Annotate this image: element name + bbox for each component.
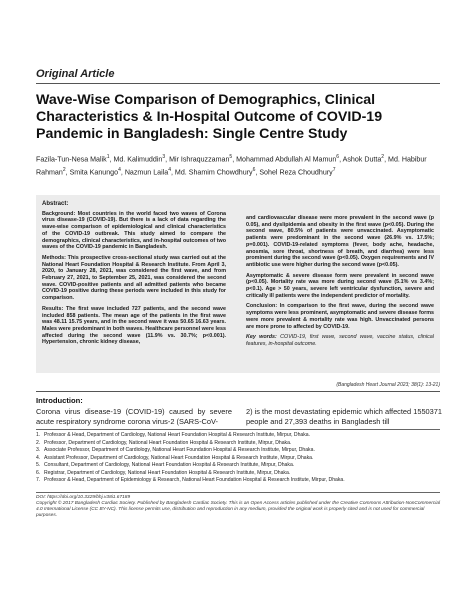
affiliation-number: 7. <box>36 477 41 483</box>
affiliation-number: 3. <box>36 447 41 453</box>
affiliation-number: 2. <box>36 439 41 446</box>
abstract-results-continued: and cardiovascular disease were more prevalent in the second wave (p 0.05), and dyslipidemia and obesity in the first wave (p<0.05). During the second wave, 80.5% of patients were unvaccinated. Asymptomatic patients were predominant in the second wave (26.9% vs. 17.5%; p=0.001). COVID-19-related symptoms (fever, body ache, headache, anosmia, sore throat, shortness of breath, and diarrhea) were less prominent during the second wave (p<0.05). Oxygen requirements and IV antibiotic use were higher during the second wave (p<0.05). <box>246 215 434 268</box>
author-name: Fazila-Tun-Nesa Malik <box>36 155 107 164</box>
author-affiliation-marker: 1 <box>106 154 110 160</box>
author-affiliation-marker: 7 <box>332 167 336 174</box>
abstract-conclusion <box>246 303 434 330</box>
affiliation-item <box>36 477 440 485</box>
copyright-notice: Copyright © 2017 Bangladesh Cardiac Society. Published by Bangladesh Cardiac Society. This is an Open Access articles published under the Creative Commons Attribution-NonCommercial 4.0 International License (CC BY-NC). This license permits use, distribution and reproduction in any medium, provided the original work is properly cited and is not used for commercial purposes. <box>36 501 441 518</box>
author-name: Smita Kanungo <box>69 168 119 177</box>
results-text: The first wave included 727 patients, and the second wave included 858 patients. The mean age of the patients in the first wave was 48.11 15.75 years, and in the second wave it was 50.65 16.63 years. Males were predominant in both waves. Healthcare personnel were less affected during the second wave (11.9% vs. 30.7%; p<0.001). Hypertension, chronic kidney disease, <box>42 305 226 346</box>
author-name: Mohammad Abdullah Al Mamun <box>236 155 337 164</box>
affiliation-item <box>36 462 440 470</box>
author-affiliation-marker: 3 <box>162 154 166 160</box>
author-affiliation-marker: 6 <box>252 167 256 174</box>
affiliation-number: 4. <box>36 454 41 461</box>
abstract-right-column <box>246 215 434 352</box>
affiliation-text: Professor & Head, Department of Epidemiology & Research, National Heart Foundation Hospital & Research Institute, Mirpur, Dhaka. <box>44 477 345 483</box>
affiliation-text: Associate Professor, Department of Cardiology, National Heart Foundation Hospital & Research Institute, Mirpur, Dhaka. <box>44 447 315 453</box>
author-name: Mir Ishraquzzaman <box>169 155 230 164</box>
affiliation-item <box>36 447 440 455</box>
article-title: Wave-Wise Comparison of Demographics, Clinical Characteristics & In-Hospital Outcome of COVID-19 Pandemic in Bangladesh: Single Centre Study <box>36 92 383 142</box>
keywords-label: Key words: <box>246 334 277 341</box>
background-text: Most countries in the world faced two waves of Corona virus disease-19 (COVID-19). But there is a lack of data regarding the wave-wise comparison of epidemiological and clinical characteristics of the COVID-19 outbreak. This study aimed to compare the demographics, clinical characteristics, and in-hospital outcomes of two waves of the COVID-19 pandemic in Bangladesh. <box>42 210 227 251</box>
abstract-left-column <box>42 201 226 350</box>
affiliation-text: Professor, Department of Cardiology, National Heart Foundation Hospital & Research Institute, Mirpur, Dhaka. <box>44 439 292 446</box>
affiliation-item <box>36 432 440 440</box>
abstract-results <box>42 306 226 346</box>
affiliation-text: Registrar, Department of Cardiology, National Heart Foundation Hospital & Research Institute, Mirpur, Dhaka. <box>44 469 291 476</box>
author-name: Md. Shamim Chowdhury <box>174 168 253 177</box>
affiliation-text: Assistant Professor, Department of Cardiology, National Heart Foundation Hospital & Research Institute, Mirpur, Dhaka. <box>44 454 314 461</box>
affiliation-text: Professor & Head, Department of Cardiology, National Heart Foundation Hospital & Research Institute, Mirpur, Dhaka. <box>44 432 311 438</box>
author-name: Md. Habibur Rahman <box>36 155 427 177</box>
introduction-heading: Introduction: <box>36 396 83 405</box>
author-affiliation-marker: 4 <box>118 167 121 174</box>
abstract-box <box>36 195 440 373</box>
background-label: Background: <box>42 210 76 217</box>
methods-text: This prospective cross-sectional study was carried out at the National Heart Foundation Hospital & Research Institute. From April 3, 2020, to January 28, 2021, was considered the first wave, and from February 27, 2021, to September 25, 2021, was considered the second wave. COVID-positive patients and all admitted patients who became COVID-19 positive during these periods were included in this study for comparison. <box>42 254 226 302</box>
abstract-methods <box>42 255 226 302</box>
author-affiliation-marker: 6 <box>336 154 340 160</box>
methods-label: Methods: <box>42 254 66 261</box>
abstract-background <box>42 211 226 251</box>
abstract-outcome: Asymptomatic & severe disease form were prevalent in second wave (p<0.05). Mortality rate was more during second wave (5.1% vs 3.4%; p<0.1). Age > 50 years, severe left ventricular dysfunction, severe and critically ill patients were the independent predictor of mortality. <box>246 272 434 299</box>
introduction-text-right: 2) is the most devastating epidemic which affected 1550371 people and 27,393 deaths in Bangladesh till <box>246 407 442 426</box>
header-rule <box>36 83 440 84</box>
abstract-heading: Abstract: <box>42 201 69 207</box>
affiliation-item <box>36 470 440 478</box>
author-affiliation-marker: 2 <box>381 154 385 160</box>
abstract-keywords <box>246 334 434 347</box>
conclusion-label: Conclusion: <box>246 303 278 310</box>
affiliation-number: 5. <box>36 462 41 468</box>
doi-link[interactable]: DOI: https://doi.org/10.3329/bhj.v38i1.67189 <box>36 495 131 500</box>
affiliation-item <box>36 455 440 463</box>
author-list: Fazila-Tun-Nesa Malik$^1$, Md. Kalimuddin$^3$, Mir Ishraquzzaman$^5$, Mohammad Abdullah Al Mamun$^6$, Ashok Dutta$^2$, Md. Habibur Rahman$^2$, Smita Kanungo$^4$, Nazmun Laila$^4$, Md. Shamim Chowdhury$^6$, Sohel Reza Choudhury$^7$ <box>36 154 427 177</box>
affiliation-text: Consultant, Department of Cardiology, National Heart Foundation Hospital & Research Institute, Mirpur, Dhaka. <box>44 462 295 468</box>
introduction-text-left: Corona virus disease-19 (COVID-19) caused by severe acute respiratory syndrome corona virus-2 (SARS-CoV- <box>36 407 232 426</box>
author-name: Nazmun Laila <box>124 168 169 177</box>
footer-rule <box>36 492 440 493</box>
author-name: Sohel Reza Choudhury <box>259 168 333 177</box>
conclusion-text: In comparison to the first wave, during the second wave symptoms were less prominent, asymptomatic and severe disease forms were more prevalent & mortality rate was high. Unvaccinated persons are more prone to affected by COVID-19. <box>246 303 434 330</box>
author-affiliation-marker: 4 <box>168 167 171 174</box>
author-name: Ashok Dutta <box>342 155 382 164</box>
affiliation-number: 6. <box>36 469 41 476</box>
journal-citation: (Bangladesh Heart Journal 2023; 38(1): 13-21) <box>36 382 440 392</box>
results-label: Results: <box>42 305 64 312</box>
article-type: Original Article <box>36 68 115 80</box>
affiliation-number: 1. <box>36 432 41 438</box>
author-affiliation-marker: 5 <box>229 154 233 160</box>
affiliation-item <box>36 440 440 448</box>
author-name: Md. Kalimuddin <box>113 155 163 164</box>
keywords-text: COVID-19, first wave, second wave, vaccine status, clinical features, in-hospital outcome. <box>246 334 434 347</box>
affiliation-rule <box>36 429 440 430</box>
footer <box>36 495 440 519</box>
affiliation-list <box>36 432 440 485</box>
author-affiliation-marker: 2 <box>62 167 66 174</box>
